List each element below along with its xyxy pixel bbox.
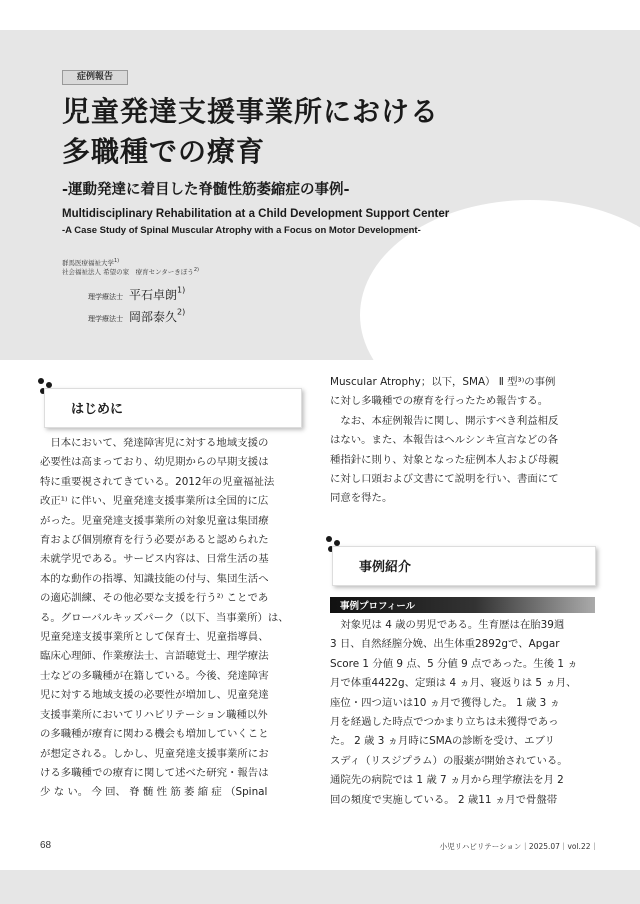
text-line: 月で体重4422g、定頸は 4 ヵ月、寝返りは 5 ヵ月、: [330, 677, 577, 690]
text-line: に対し口頭および文書にて説明を行い、書面にて: [330, 473, 559, 486]
text-line: 本的な動作の指導、知識技能の付与、集団生活へ: [40, 572, 269, 585]
text-line: 日本において、発達障害児に対する地域支援の: [40, 437, 269, 449]
text-line: Muscular Atrophy；以下，SMA） Ⅱ 型³⁾の事例: [330, 376, 556, 388]
text-line: の多職種が療育に関わる機会も増加していくこと: [40, 728, 269, 741]
text-line: 種指針に則り、対象となった症例本人および母親: [330, 453, 559, 466]
text-line: 改正¹⁾ に伴い、児童発達支援事業所は全国的に広: [40, 495, 269, 508]
right-column-top: [330, 373, 598, 509]
text-line: 回の頻度で実施している。 2 歳11 ヵ月で骨盤帯: [330, 793, 558, 806]
text-line: がった。児童発達支援事業所の対象児童は集団療: [40, 514, 269, 527]
text-line: 臨床心理師、作業療法士、言語聴覚士、理学療法: [40, 650, 269, 663]
author-role: 理学療法士: [88, 315, 123, 323]
title-line-2: 多職種での療育: [62, 135, 266, 168]
text-line: 通院先の病院では 1 歳 7 ヵ月から理学療法を月 2: [330, 774, 564, 787]
profile-heading-bar: [330, 597, 595, 613]
text-line: 未就学児である。サービス内容は、日常生活の基: [40, 553, 269, 566]
right-column-bottom: [330, 616, 598, 810]
left-column: [40, 434, 302, 803]
page-number: 68: [40, 840, 52, 851]
top-margin: [0, 0, 640, 30]
intro-heading-text: はじめに: [71, 402, 124, 417]
text-line: 座位・四つ這いは10 ヵ月で獲得した。 1 歳 3 ヵ: [330, 696, 560, 709]
category-label: 症例報告: [62, 70, 128, 85]
text-line: が想定される。しかし、児童発達支援事業所にお: [40, 747, 269, 760]
text-line: 士などの多職種が在籍している。今後、発達障害: [40, 669, 269, 682]
text-line: 児に対する地域支援の必要性が増加し、児童発達: [40, 689, 269, 702]
author-1: 理学療法士 平石卓朗$^{1)}$: [88, 285, 186, 302]
text-line: る。グローバルキッズパーク（以下、当事業所）は、: [40, 611, 289, 624]
text-line: 支援事業所においてリハビリテーション職種以外: [40, 708, 268, 721]
case-heading-text: 事例紹介: [359, 560, 412, 575]
text-line: 月を経過した時点でつかまり立ちは未獲得であっ: [330, 716, 559, 729]
affiliation-2: 社会福祉法人 希望の家 療育センターきぼう$^{2)}$: [62, 267, 199, 277]
text-line: の適応訓練、その他必要な支援を行う²⁾ ことであ: [40, 592, 269, 605]
affiliation-1: 群馬医療福祉大学$^{1)}$: [62, 258, 120, 268]
text-line: 対象児は 4 歳の男児である。生育歴は在胎39週: [330, 619, 565, 631]
article-subtitle: -運動発達に着目した脊髄性筋萎縮症の事例-: [62, 182, 350, 198]
author-name: 平石卓朗: [129, 288, 178, 302]
english-subtitle: -A Case Study of Spinal Muscular Atrophy with a Focus on Motor Development-: [62, 225, 421, 236]
text-line: スディ（リスジプラム）の服薬が開始されている。: [330, 754, 568, 767]
text-line: 同意を得た。: [330, 492, 393, 505]
author-2: 理学療法士 岡部泰久$^{2)}$: [88, 307, 186, 324]
text-line: 育および個別療育を行う必要があると認められた: [40, 534, 269, 547]
article-title: [62, 92, 582, 172]
case-heading: [332, 546, 596, 586]
journal-info: 小児リハビリテーション｜2025.07｜vol.22｜: [439, 842, 598, 851]
text-line: 少 な い。 今 回、 脊 髄 性 筋 萎 縮 症 （Spinal: [40, 786, 268, 799]
text-line: Score 1 分値 9 点、5 分値 9 点であった。生後 1 ヵ: [330, 657, 578, 670]
intro-heading: [44, 388, 302, 428]
english-title: Multidisciplinary Rehabilitation at a Child Development Support Center: [62, 208, 450, 220]
text-line: はない。また、本報告はヘルシンキ宣言などの各: [330, 434, 559, 447]
text-line: なお、本症例報告に関し、開示すべき利益相反: [330, 414, 559, 427]
text-line: た。 2 歳 3 ヵ月時にSMAの診断を受け、エブリ: [330, 735, 555, 748]
title-line-1: 児童発達支援事業所における: [62, 95, 440, 128]
text-line: ける多職種での療育に関して述べた研究・報告は: [40, 766, 269, 779]
footer-band: [0, 870, 640, 904]
profile-heading-text: 事例プロフィール: [340, 601, 416, 612]
header-decoration: [360, 200, 640, 360]
author-name: 岡部泰久: [129, 310, 178, 324]
author-role: 理学療法士: [88, 293, 123, 301]
text-line: 3 日、自然経膣分娩、出生体重2892gで、Apgar: [330, 638, 560, 651]
text-line: 特に重要視されてきている。2012年の児童福祉法: [40, 475, 275, 488]
text-line: に対し多職種での療育を行ったため報告する。: [330, 395, 549, 408]
text-line: 児童発達支援事業所として保育士、児童指導員、: [40, 631, 269, 644]
text-line: 必要性は高まっており、幼児期からの早期支援は: [40, 456, 269, 469]
